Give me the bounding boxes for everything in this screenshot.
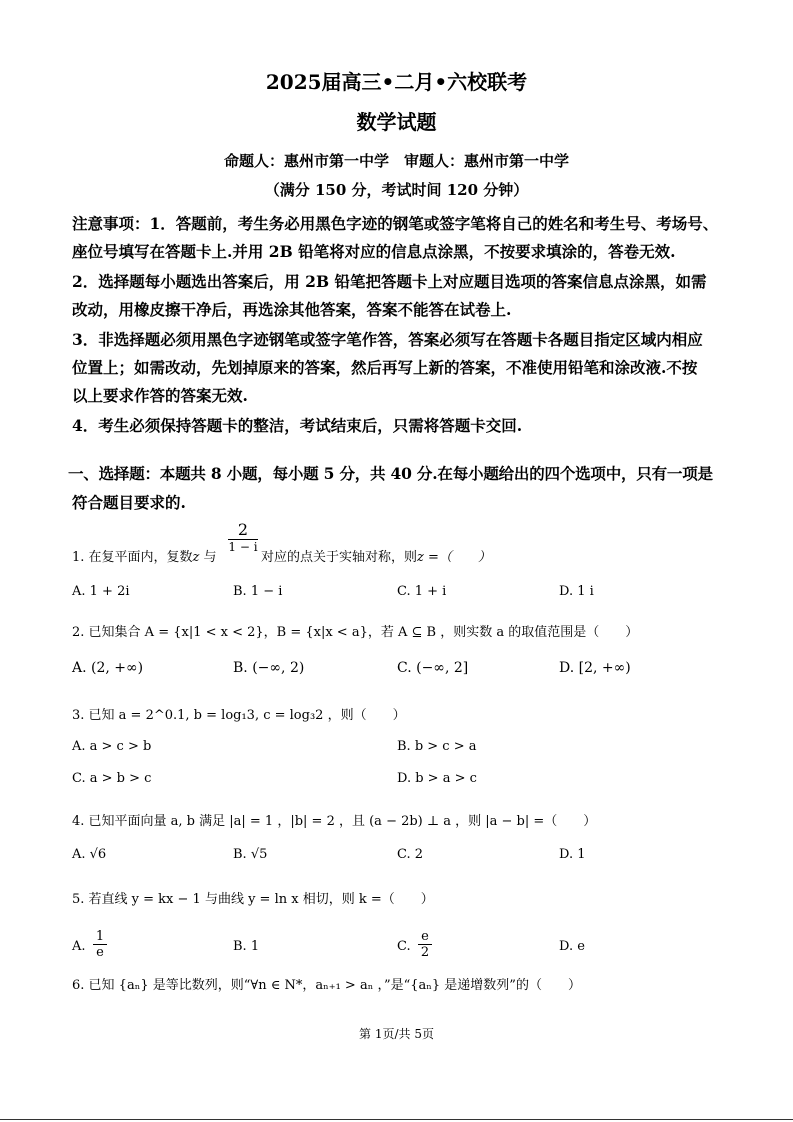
q1-text-d: z =（ ） [417, 550, 491, 565]
q4-option-a[interactable]: A. √6 [72, 847, 107, 862]
q3-option-d[interactable]: D. b > a > c [397, 771, 477, 786]
section-heading-cont: 符合题目要求的. [72, 493, 186, 512]
question-6: 6. 已知 {aₙ} 是等比数列，则“∀n ∈ N*，aₙ₊₁ > aₙ ，”是“{aₙ} 是递增数列”的（ ） [72, 978, 581, 993]
q5-option-a-fraction [93, 929, 107, 960]
q2-option-b[interactable]: B. (−∞, 2) [233, 660, 305, 676]
q2-option-a[interactable]: A. (2, +∞) [72, 660, 144, 676]
q1-text-b: 与 [199, 550, 217, 565]
notice-line: 2．选择题每小题选出答案后，用 2B 铅笔把答题卡上对应题目选项的答案信息点涂黑，如需 [72, 272, 707, 291]
notice-line: 3．非选择题必须用黑色字迹钢笔或签字笔作答，答案必须写在答题卡各题目指定区域内相应 [72, 330, 703, 349]
q5-option-c-label[interactable]: C. [397, 939, 411, 954]
notice-line: 4．考生必须保持答题卡的整洁，考试结束后，只需将答题卡交回. [72, 416, 523, 435]
q1-text-c: 对应的点关于实轴对称，则 [261, 550, 418, 565]
section-heading: 一、选择题：本题共 8 小题，每小题 5 分，共 40 分.在每小题给出的四个选项中，只有一项是 [68, 464, 713, 483]
q5-option-b[interactable]: B. 1 [233, 939, 260, 954]
page-number: 第 1页/共 5页 [359, 1027, 434, 1041]
q4-option-c[interactable]: C. 2 [397, 847, 424, 862]
notice-line: 座位号填写在答题卡上.并用 2B 铅笔将对应的信息点涂黑，不按要求填涂的，答卷无效. [72, 242, 676, 261]
notice-line: 位置上；如需改动，先划掉原来的答案，然后再写上新的答案，不准使用铅笔和涂改液.不按 [72, 358, 698, 377]
q3-option-a[interactable]: A. a > c > b [72, 739, 152, 754]
question-3: 3. 已知 a = 2^0.1, b = log₁3, c = log₃2 ，则（ ） [72, 708, 406, 723]
q1-fraction [228, 520, 258, 554]
authors-line: 命题人：惠州市第一中学 审题人：惠州市第一中学 [223, 152, 569, 170]
q1-option-c[interactable]: C. 1 + i [397, 584, 447, 599]
q1-option-a[interactable]: A. 1 + 2i [72, 584, 130, 599]
q1-text-a: 1. 在复平面内，复数 [72, 550, 193, 565]
q4-option-b[interactable]: B. √5 [233, 847, 268, 862]
question-5: 5. 若直线 y = kx − 1 与曲线 y = ln x 相切，则 k =（ ） [72, 892, 434, 907]
time-info: （满分 150 分，考试时间 120 分钟） [264, 181, 529, 199]
exam-title: 2025届高三•二月•六校联考 [265, 70, 528, 94]
q1-option-d[interactable]: D. 1 i [559, 584, 594, 599]
q5-a-num: 1 [95, 929, 105, 944]
q5-c-den: 2 [418, 944, 432, 960]
question-1 [72, 546, 217, 565]
notice-line: 以上要求作答的答案无效. [72, 386, 248, 405]
question-1-cont [261, 546, 491, 565]
q5-a-den: e [93, 944, 107, 960]
subject-title: 数学试题 [356, 110, 437, 134]
q5-option-d[interactable]: D. e [559, 939, 585, 954]
notice-block [72, 210, 732, 440]
q3-option-b[interactable]: B. b > c > a [397, 739, 477, 754]
q4-option-d[interactable]: D. 1 [559, 847, 586, 862]
page-bottom-rule [0, 1119, 793, 1120]
q5-option-c-fraction [418, 929, 432, 960]
notice-line: 改动，用橡皮擦干净后，再选涂其他答案，答案不能答在试卷上. [72, 300, 512, 319]
notice-line: 注意事项：1．答题前，考生务必用黑色字迹的钢笔或签字笔将自己的姓名和考生号、考场号、 [72, 214, 719, 233]
q1-option-b[interactable]: B. 1 − i [233, 584, 283, 599]
q3-option-c[interactable]: C. a > b > c [72, 771, 152, 786]
question-4: 4. 已知平面向量 a, b 满足 |a| = 1 ，|b| = 2 ，且 (a − 2b) ⊥ a ，则 |a − b| =（ ） [72, 814, 597, 829]
q5-option-a-label[interactable]: A. [72, 939, 86, 954]
q1-frac-den: 1 − i [228, 540, 258, 554]
q5-c-num: e [421, 929, 429, 944]
q2-option-d[interactable]: D. [2, +∞) [559, 660, 631, 676]
q1-z: z [192, 550, 200, 565]
q2-option-c[interactable]: C. (−∞, 2] [397, 660, 469, 676]
q1-frac-num: 2 [237, 520, 249, 539]
question-2: 2. 已知集合 A = {x|1 < x < 2}，B = {x|x < a}，若 A ⊆ B ，则实数 a 的取值范围是（ ） [72, 625, 639, 640]
